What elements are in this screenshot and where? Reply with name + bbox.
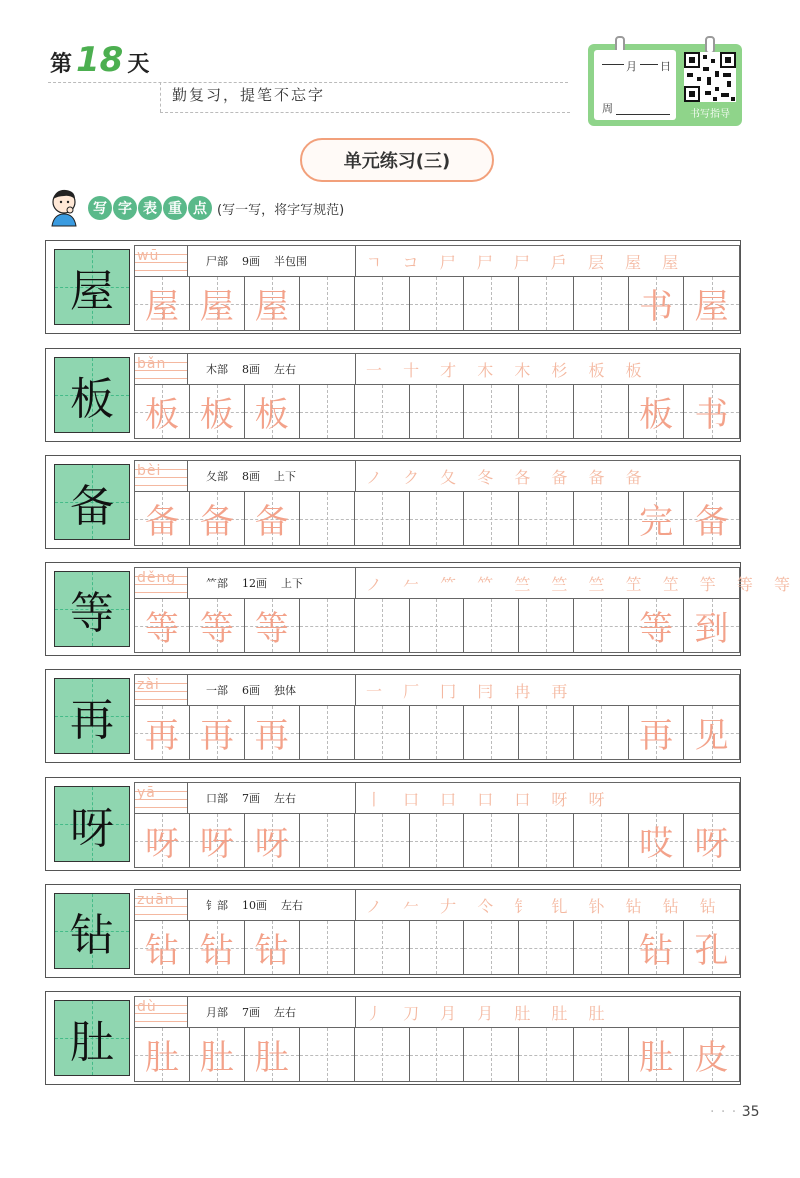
writing-cell[interactable] [684, 706, 739, 759]
model-character-box [54, 464, 130, 540]
char-info [188, 889, 356, 921]
writing-cell[interactable] [410, 599, 465, 652]
stroke-count: 12画 [242, 577, 267, 590]
writing-cell[interactable] [574, 1028, 629, 1081]
writing-cell[interactable] [464, 492, 519, 545]
trace-character: 板 [639, 395, 674, 435]
writing-cell[interactable] [190, 814, 245, 867]
section-title-char: 重 [163, 196, 187, 220]
trace-character [355, 1028, 409, 1081]
writing-cell[interactable] [464, 599, 519, 652]
trace-character [300, 277, 354, 330]
boy-icon [46, 186, 86, 228]
divider [160, 82, 161, 112]
character-entry [45, 777, 741, 871]
trace-character [574, 277, 628, 330]
radical: 木部 [206, 363, 228, 376]
writing-cell[interactable] [519, 706, 574, 759]
model-character: 钻 [70, 910, 114, 961]
writing-cell[interactable] [135, 599, 190, 652]
week-blank[interactable] [616, 114, 670, 115]
trace-character [410, 385, 464, 438]
trace-character [410, 706, 464, 759]
writing-row [134, 277, 740, 331]
writing-cell[interactable] [519, 599, 574, 652]
writing-cell[interactable] [684, 1028, 739, 1081]
character-entry [45, 240, 741, 334]
char-info [188, 567, 356, 599]
trace-character: 呀 [144, 824, 179, 864]
section-title-char: 表 [138, 196, 162, 220]
trace-character [355, 599, 409, 652]
writing-cell[interactable] [574, 599, 629, 652]
stroke-order: 丨 口 口 口 口 呀 呀 [356, 782, 740, 814]
writing-cell[interactable] [464, 1028, 519, 1081]
writing-cell[interactable] [245, 492, 300, 545]
trace-character: 哎 [639, 824, 674, 864]
trace-character: 肚 [254, 1038, 289, 1078]
pinyin-text: yā [137, 785, 156, 801]
writing-cell[interactable] [355, 599, 410, 652]
month-blank[interactable] [602, 64, 624, 65]
structure: 左右 [274, 792, 296, 805]
trace-character: 皮 [694, 1038, 729, 1078]
writing-cell[interactable] [629, 492, 684, 545]
trace-character: 等 [254, 609, 289, 649]
writing-cell[interactable] [135, 492, 190, 545]
trace-character [300, 385, 354, 438]
trace-character [300, 706, 354, 759]
trace-character: 书 [639, 287, 674, 327]
writing-cell[interactable] [519, 1028, 574, 1081]
pinyin-cell[interactable] [134, 353, 188, 385]
trace-character: 屋 [144, 287, 179, 327]
trace-character [519, 706, 573, 759]
writing-cell[interactable] [300, 706, 355, 759]
trace-character: 钻 [639, 931, 674, 971]
pinyin-text: zài [137, 677, 160, 693]
writing-cell[interactable] [684, 599, 739, 652]
trace-character: 到 [694, 609, 729, 649]
writing-row [134, 814, 740, 868]
model-character-box [54, 571, 130, 647]
pinyin-text: bǎn [137, 356, 167, 372]
structure: 左右 [274, 1006, 296, 1019]
writing-cell[interactable] [519, 921, 574, 974]
trace-character [464, 1028, 518, 1081]
trace-character: 再 [199, 716, 234, 756]
model-character: 备 [70, 481, 114, 532]
char-info [188, 782, 356, 814]
writing-cell[interactable] [245, 277, 300, 330]
trace-character [464, 492, 518, 545]
radical: 夂部 [206, 470, 228, 483]
radical: 口部 [206, 792, 228, 805]
writing-cell[interactable] [519, 385, 574, 438]
writing-cell[interactable] [355, 921, 410, 974]
writing-cell[interactable] [135, 706, 190, 759]
pinyin-cell[interactable] [134, 782, 188, 814]
trace-character: 呀 [254, 824, 289, 864]
week-label: 周 [602, 102, 613, 115]
model-character-box [54, 357, 130, 433]
writing-cell[interactable] [135, 814, 190, 867]
writing-cell[interactable] [190, 921, 245, 974]
trace-character [574, 706, 628, 759]
stroke-order: ㄱ コ 尸 尸 尸 戶 层 屋 屋 [356, 245, 740, 277]
trace-character [464, 814, 518, 867]
section-title-char: 写 [88, 196, 112, 220]
writing-cell[interactable] [135, 277, 190, 330]
trace-character [410, 599, 464, 652]
pinyin-cell[interactable] [134, 460, 188, 492]
writing-cell[interactable] [245, 921, 300, 974]
writing-cell[interactable] [574, 492, 629, 545]
day-blank[interactable] [640, 64, 658, 65]
writing-row [134, 921, 740, 975]
trace-character [519, 814, 573, 867]
structure: 上下 [281, 577, 303, 590]
trace-character [300, 492, 354, 545]
stroke-count: 7画 [242, 1006, 260, 1019]
writing-cell[interactable] [410, 1028, 465, 1081]
writing-cell[interactable] [190, 599, 245, 652]
trace-character: 板 [254, 395, 289, 435]
trace-character [519, 1028, 573, 1081]
writing-cell[interactable] [519, 277, 574, 330]
trace-character [410, 1028, 464, 1081]
qr-caption: 书写指导 [690, 109, 730, 120]
stroke-count: 8画 [242, 470, 260, 483]
trace-character [574, 921, 628, 974]
trace-character: 完 [639, 502, 674, 542]
pinyin-text: dù [137, 999, 157, 1015]
character-entry [45, 884, 741, 978]
stroke-count: 6画 [242, 684, 260, 697]
char-info [188, 245, 356, 277]
structure: 半包围 [274, 255, 307, 268]
writing-cell[interactable] [629, 277, 684, 330]
trace-character [410, 921, 464, 974]
day-prefix: 第 [50, 52, 73, 77]
model-character-box [54, 893, 130, 969]
stroke-order: 一 厂 冂 冃 冉 再 [356, 674, 740, 706]
model-character: 屋 [70, 266, 114, 317]
writing-cell[interactable] [574, 277, 629, 330]
writing-cell[interactable] [355, 277, 410, 330]
writing-cell[interactable] [684, 921, 739, 974]
writing-cell[interactable] [300, 277, 355, 330]
model-character: 呀 [70, 803, 114, 854]
pinyin-text: wū [137, 248, 160, 264]
writing-cell[interactable] [190, 706, 245, 759]
writing-cell[interactable] [574, 706, 629, 759]
structure: 独体 [274, 684, 296, 697]
character-entry [45, 562, 798, 656]
section-title-char: 点 [188, 196, 212, 220]
trace-character [519, 277, 573, 330]
slogan: 勤复习，提笔不忘字 [172, 86, 326, 104]
trace-character [300, 599, 354, 652]
trace-character [519, 921, 573, 974]
trace-character: 再 [254, 716, 289, 756]
trace-character: 孔 [694, 931, 729, 971]
page-number-value: 35 [741, 1104, 760, 1120]
trace-character [355, 277, 409, 330]
trace-character [300, 814, 354, 867]
trace-character [355, 385, 409, 438]
page-number: · · · 35 [710, 1104, 760, 1120]
writing-cell[interactable] [684, 492, 739, 545]
divider [160, 112, 570, 113]
trace-character: 呀 [694, 824, 729, 864]
writing-row [134, 1028, 740, 1082]
writing-cell[interactable] [245, 1028, 300, 1081]
trace-character: 钻 [144, 931, 179, 971]
pinyin-cell[interactable] [134, 996, 188, 1028]
stroke-count: 10画 [242, 899, 267, 912]
radical: 钅部 [206, 899, 228, 912]
writing-cell[interactable] [300, 1028, 355, 1081]
day-title [50, 40, 149, 80]
trace-character [410, 814, 464, 867]
trace-character [355, 706, 409, 759]
date-fields [594, 50, 676, 120]
trace-character [464, 599, 518, 652]
trace-character: 屋 [254, 287, 289, 327]
character-entry [45, 348, 741, 442]
writing-cell[interactable] [300, 385, 355, 438]
char-info [188, 460, 356, 492]
trace-character: 板 [199, 395, 234, 435]
trace-character: 备 [144, 502, 179, 542]
model-character: 肚 [70, 1017, 114, 1068]
trace-character: 等 [199, 609, 234, 649]
writing-cell[interactable] [410, 706, 465, 759]
trace-character: 屋 [199, 287, 234, 327]
unit-title: 单元练习(三) [300, 138, 494, 182]
divider [48, 82, 568, 83]
writing-row [134, 599, 740, 653]
writing-cell[interactable] [464, 706, 519, 759]
char-info [188, 353, 356, 385]
writing-cell[interactable] [684, 385, 739, 438]
writing-cell[interactable] [410, 921, 465, 974]
stroke-order: ノ 𠂉 𠂇 仒 钅 钆 钋 钻 钻 钻 [356, 889, 740, 921]
writing-cell[interactable] [300, 814, 355, 867]
writing-cell[interactable] [629, 814, 684, 867]
writing-cell[interactable] [410, 814, 465, 867]
model-character: 等 [70, 588, 114, 639]
trace-character: 屋 [694, 287, 729, 327]
writing-cell[interactable] [574, 814, 629, 867]
writing-cell[interactable] [684, 814, 739, 867]
trace-character [410, 492, 464, 545]
trace-character [464, 706, 518, 759]
writing-cell[interactable] [574, 921, 629, 974]
trace-character [300, 1028, 354, 1081]
trace-character: 再 [144, 716, 179, 756]
stroke-order: ノ 𠂉 ⺮ 𥫗 竺 竺 竺 笁 笁 竽 等 等 [356, 567, 740, 599]
trace-character: 板 [144, 395, 179, 435]
section-title-char: 字 [113, 196, 137, 220]
pinyin-cell[interactable] [134, 567, 188, 599]
month-label: 月 [626, 60, 637, 73]
trace-character: 备 [254, 502, 289, 542]
writing-cell[interactable] [135, 921, 190, 974]
trace-character: 肚 [144, 1038, 179, 1078]
trace-character: 等 [639, 609, 674, 649]
writing-row [134, 492, 740, 546]
writing-cell[interactable] [355, 385, 410, 438]
writing-cell[interactable] [464, 385, 519, 438]
writing-cell[interactable] [245, 385, 300, 438]
writing-cell[interactable] [519, 492, 574, 545]
writing-cell[interactable] [684, 277, 739, 330]
trace-character [300, 921, 354, 974]
writing-cell[interactable] [245, 599, 300, 652]
writing-cell[interactable] [190, 385, 245, 438]
writing-cell[interactable] [355, 1028, 410, 1081]
trace-character [574, 814, 628, 867]
char-info [188, 674, 356, 706]
radical: 尸部 [206, 255, 228, 268]
writing-cell[interactable] [245, 814, 300, 867]
writing-cell[interactable] [300, 921, 355, 974]
structure: 上下 [274, 470, 296, 483]
trace-character: 肚 [199, 1038, 234, 1078]
stroke-count: 7画 [242, 792, 260, 805]
writing-cell[interactable] [464, 814, 519, 867]
writing-cell[interactable] [190, 492, 245, 545]
pinyin-text: zuān [137, 892, 175, 908]
pinyin-cell[interactable] [134, 674, 188, 706]
pinyin-text: děng [137, 570, 177, 586]
trace-character: 书 [694, 395, 729, 435]
writing-cell[interactable] [410, 277, 465, 330]
stroke-count: 8画 [242, 363, 260, 376]
model-character: 板 [70, 374, 114, 425]
qr-code-icon[interactable] [684, 52, 736, 102]
trace-character [464, 385, 518, 438]
writing-cell[interactable] [464, 921, 519, 974]
trace-character [574, 599, 628, 652]
writing-cell[interactable] [135, 385, 190, 438]
writing-cell[interactable] [410, 492, 465, 545]
writing-cell[interactable] [464, 277, 519, 330]
writing-cell[interactable] [135, 1028, 190, 1081]
stroke-order: ノ ク 夂 冬 各 备 备 备 [356, 460, 740, 492]
model-character-box [54, 678, 130, 754]
stroke-order: 丿 刀 月 月 肚 肚 肚 [356, 996, 740, 1028]
pinyin-cell[interactable] [134, 245, 188, 277]
trace-character: 备 [694, 502, 729, 542]
writing-cell[interactable] [629, 706, 684, 759]
pinyin-cell[interactable] [134, 889, 188, 921]
radical: ⺮部 [206, 577, 228, 590]
writing-cell[interactable] [629, 599, 684, 652]
trace-character [519, 492, 573, 545]
char-info [188, 996, 356, 1028]
writing-cell[interactable] [300, 599, 355, 652]
writing-cell[interactable] [190, 1028, 245, 1081]
writing-cell[interactable] [410, 385, 465, 438]
writing-cell[interactable] [355, 706, 410, 759]
day-suffix: 天 [127, 52, 150, 77]
stroke-count: 9画 [242, 255, 260, 268]
trace-character [574, 385, 628, 438]
writing-cell[interactable] [300, 492, 355, 545]
model-character-box [54, 786, 130, 862]
trace-character: 钻 [199, 931, 234, 971]
day-label: 日 [660, 60, 671, 73]
model-character: 再 [70, 695, 114, 746]
trace-character [355, 921, 409, 974]
trace-character [464, 921, 518, 974]
structure: 左右 [281, 899, 303, 912]
trace-character: 再 [639, 716, 674, 756]
radical: 一部 [206, 684, 228, 697]
trace-character [574, 1028, 628, 1081]
writing-cell[interactable] [574, 385, 629, 438]
writing-cell[interactable] [355, 492, 410, 545]
structure: 左右 [274, 363, 296, 376]
character-entry [45, 669, 741, 763]
writing-cell[interactable] [245, 706, 300, 759]
trace-character: 呀 [199, 824, 234, 864]
day-number: 18 [76, 40, 124, 80]
trace-character: 备 [199, 502, 234, 542]
trace-character: 肚 [639, 1038, 674, 1078]
section-subtitle: (写一写，将字写规范) [217, 202, 345, 218]
model-character-box [54, 1000, 130, 1076]
writing-cell[interactable] [629, 385, 684, 438]
trace-character [410, 277, 464, 330]
trace-character [519, 599, 573, 652]
trace-character [519, 385, 573, 438]
pinyin-text: bèi [137, 463, 162, 479]
model-character-box [54, 249, 130, 325]
writing-cell[interactable] [629, 921, 684, 974]
writing-cell[interactable] [519, 814, 574, 867]
stroke-order: 一 十 才 木 木 杉 板 板 [356, 353, 740, 385]
character-entry [45, 991, 741, 1085]
trace-character: 等 [144, 609, 179, 649]
trace-character: 见 [694, 716, 729, 756]
trace-character: 钻 [254, 931, 289, 971]
trace-character [464, 277, 518, 330]
section-title [88, 196, 344, 220]
writing-row [134, 706, 740, 760]
character-entry [45, 455, 741, 549]
trace-character [355, 814, 409, 867]
writing-cell[interactable] [190, 277, 245, 330]
trace-character [574, 492, 628, 545]
writing-row [134, 385, 740, 439]
writing-cell[interactable] [355, 814, 410, 867]
trace-character [355, 492, 409, 545]
radical: 月部 [206, 1006, 228, 1019]
writing-cell[interactable] [629, 1028, 684, 1081]
